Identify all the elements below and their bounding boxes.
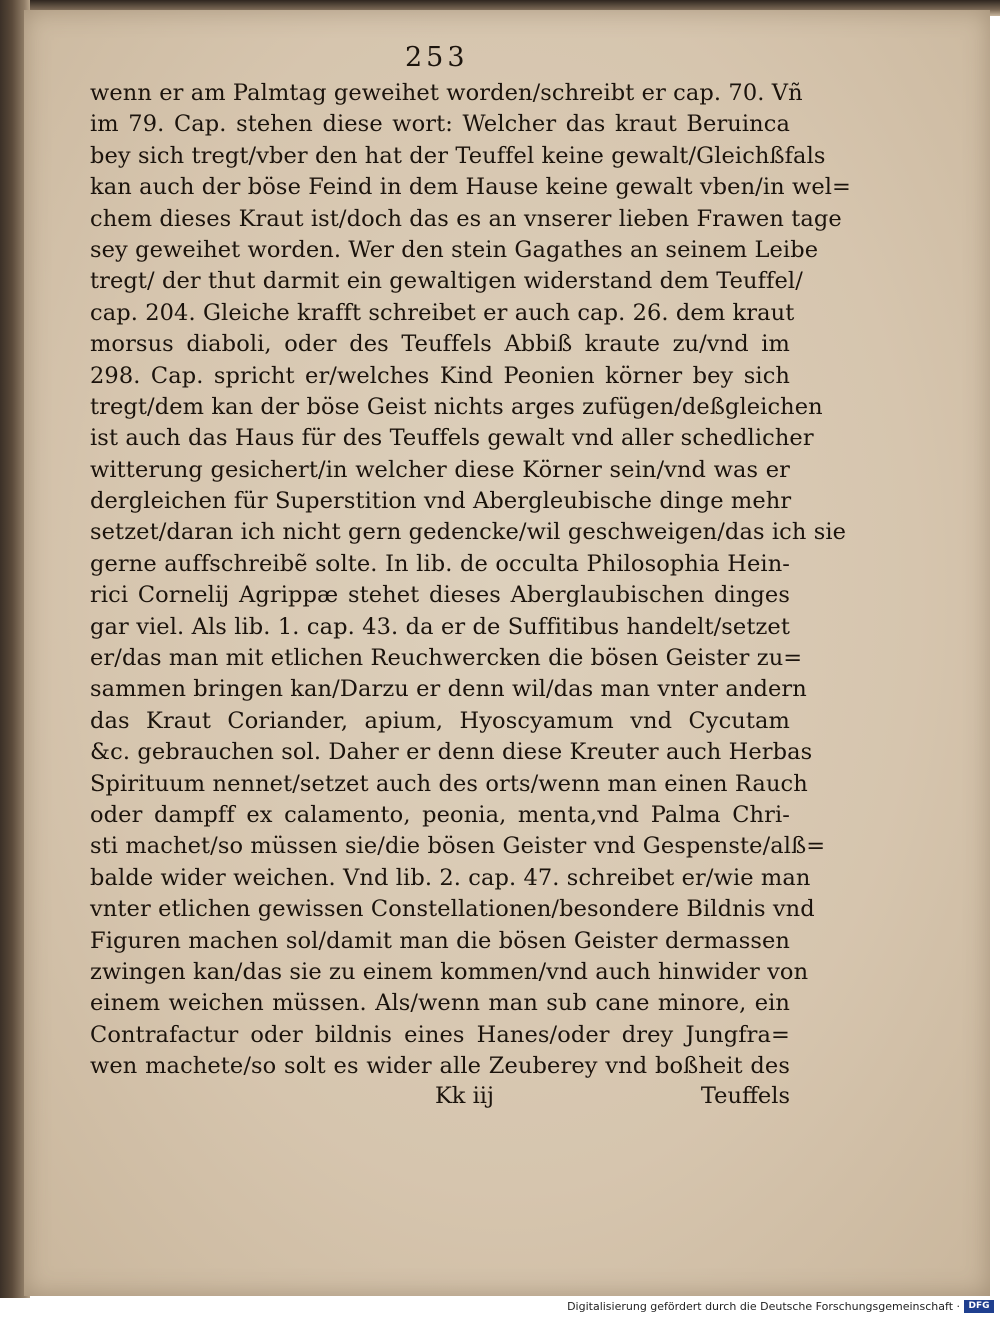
- text-line: ist auch das Haus für des Teuffels gewalt vnd aller schedlicher: [90, 425, 814, 452]
- text-line: sti machet/so müssen sie/die bösen Geister vnd Gespenste/alß=: [90, 833, 826, 860]
- text-line: im 79. Cap. stehen diese wort: Welcher das kraut Beruinca: [90, 111, 790, 138]
- text-line: Figuren machen sol/damit man die bösen Geister dermassen: [90, 927, 790, 954]
- text-line: dergleichen für Superstition vnd Abergleubische dinge mehr: [90, 488, 792, 515]
- text-line: Contrafactur oder bildnis eines Hanes/oder drey Jungfra=: [90, 1021, 790, 1048]
- text-line: balde wider weichen. Vnd lib. 2. cap. 47. schreibet er/wie man: [90, 864, 811, 891]
- text-line: sammen bringen kan/Darzu er denn wil/das man vnter andern: [90, 676, 807, 703]
- funding-credit: Digitalisierung gefördert durch die Deutsche Forschungsgemeinschaft ·: [567, 1300, 960, 1313]
- dfg-logo: DFG: [964, 1300, 994, 1313]
- text-line: er/das man mit etlichen Reuchwercken die bösen Geister zu=: [90, 645, 803, 672]
- body-text: [90, 78, 852, 1083]
- text-line: tregt/ der thut darmit ein gewaltigen widerstand dem Teuffel/: [90, 268, 803, 295]
- text-line: wenn er am Palmtag geweihet worden/schreibt er cap. 70. Vñ: [90, 80, 803, 106]
- text-line: cap. 204. Gleiche krafft schreibet er auch cap. 26. dem kraut: [90, 299, 795, 326]
- text-line: gerne auffschreibẽ solte. In lib. de occulta Philosophia Hein-: [90, 550, 790, 577]
- text-line: vnter etlichen gewissen Constellationen/besondere Bildnis vnd: [90, 896, 815, 923]
- signature-mark: Kk iij: [435, 1083, 494, 1109]
- text-line: gar viel. Als lib. 1. cap. 43. da er de Suffitibus handelt/setzet: [90, 613, 790, 640]
- text-line: morsus diaboli, oder des Teuffels Abbiß kraute zu/vnd im: [90, 331, 790, 358]
- page-number: 253: [405, 42, 469, 73]
- text-line: einem weichen müssen. Als/wenn man sub cane minore, ein: [90, 990, 790, 1017]
- text-line: tregt/dem kan der böse Geist nichts arges zufügen/deßgleichen: [90, 393, 823, 420]
- text-line: &c. gebrauchen sol. Daher er denn diese Kreuter auch Herbas: [90, 739, 813, 766]
- text-line: chem dieses Kraut ist/doch das es an vnserer lieben Frawen tage: [90, 205, 842, 232]
- text-line: setzet/daran ich nicht gern gedencke/wil geschweigen/das ich sie: [90, 519, 847, 546]
- text-line: rici Cornelij Agrippæ stehet dieses Aberglaubischen dinges: [90, 582, 790, 609]
- catchword: Teuffels: [700, 1083, 790, 1109]
- text-line: zwingen kan/das sie zu einem kommen/vnd auch hinwider von: [90, 958, 809, 985]
- text-line: witterung gesichert/in welcher diese Körner sein/vnd was er: [90, 456, 790, 483]
- text-line: das Kraut Coriander, apium, Hyoscyamum vnd Cycutam: [90, 707, 790, 734]
- text-line: 298. Cap. spricht er/welches Kind Peonien körner bey sich: [90, 362, 790, 389]
- text-line: bey sich tregt/vber den hat der Teuffel keine gewalt/Gleichßfals: [90, 142, 826, 169]
- text-line: kan auch der böse Feind in dem Hause keine gewalt vben/in wel=: [90, 174, 852, 201]
- catchline: [90, 1080, 790, 1112]
- text-line: sey geweihet worden. Wer den stein Gagathes an seinem Leibe: [90, 236, 819, 263]
- text-line: Spirituum nennet/setzet auch des orts/wenn man einen Rauch: [90, 770, 808, 797]
- text-line: wen machete/so solt es wider alle Zeuberey vnd boßheit des: [90, 1053, 790, 1080]
- text-line: oder dampff ex calamento, peonia, menta,vnd Palma Chri-: [90, 801, 790, 828]
